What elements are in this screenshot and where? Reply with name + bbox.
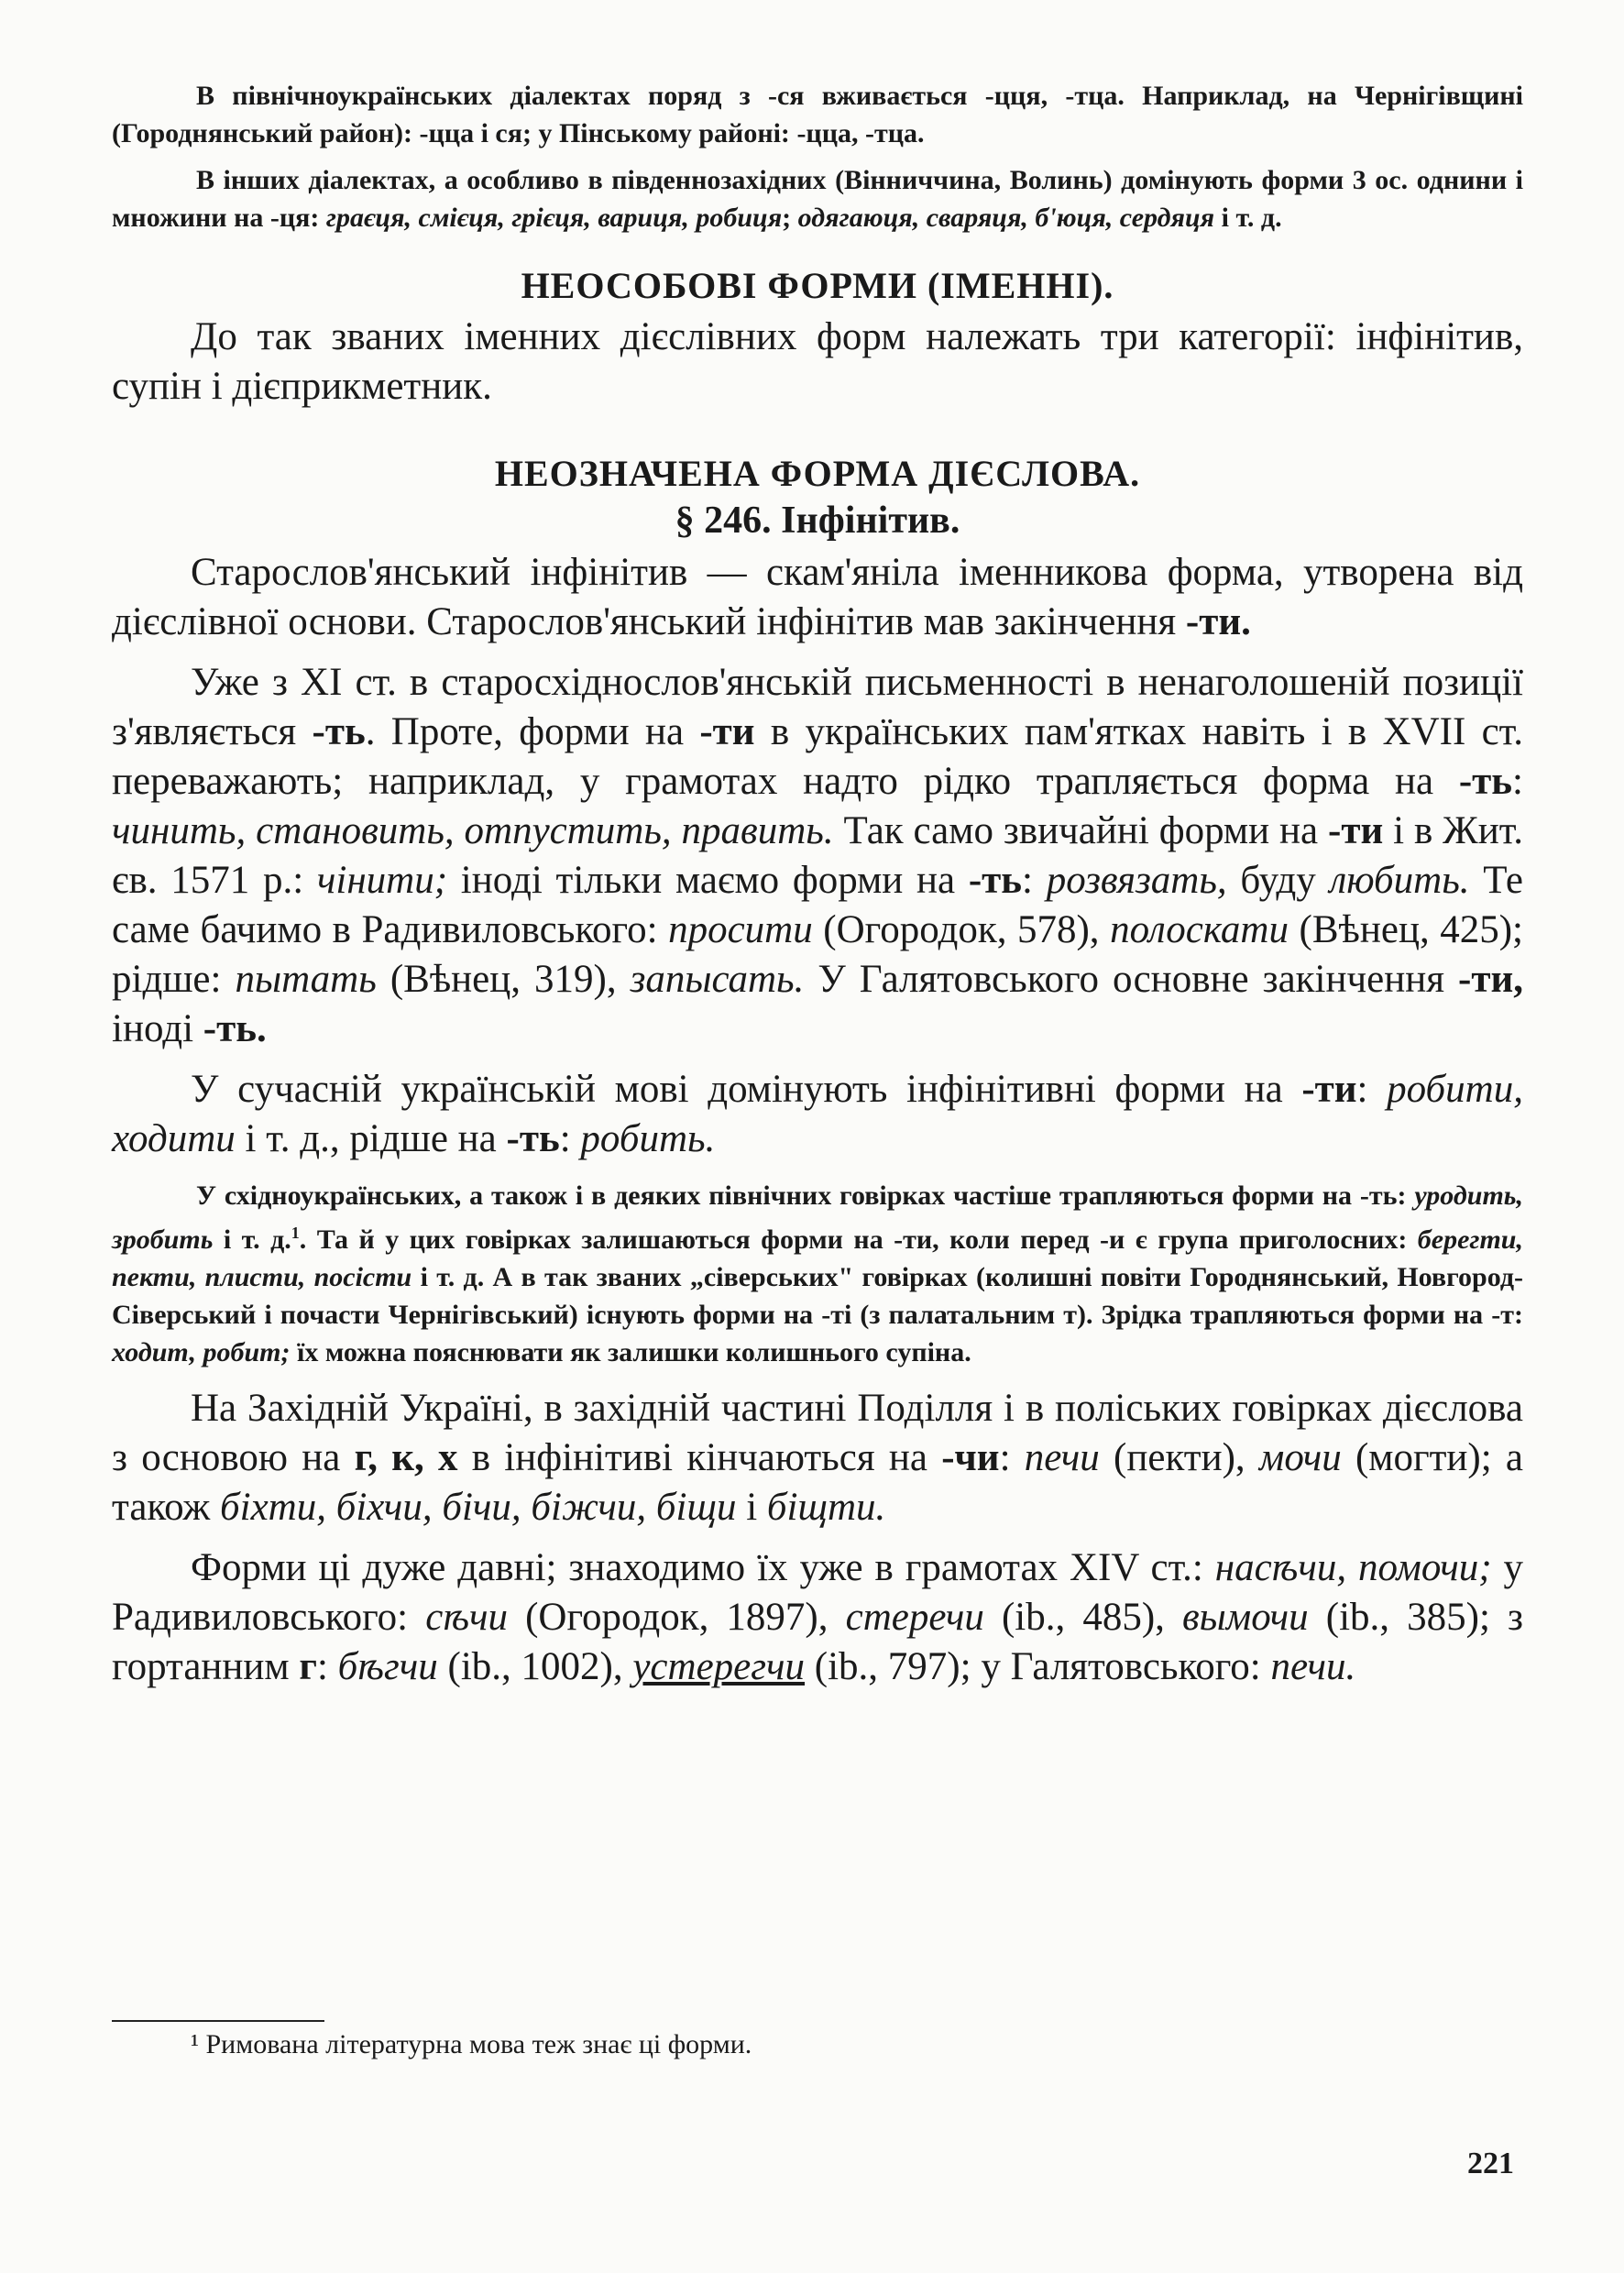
text-run: полоскати [1110,908,1289,951]
paragraph-eastern-dialects [112,1177,1523,1371]
text-run: -ть [1359,1180,1398,1211]
text-run: устерегчи [632,1645,806,1688]
text-run: одягаюця, сваряця, б'юця, сердяця [797,203,1215,233]
text-run: сѣчи [425,1596,509,1639]
text-run: і [474,118,496,148]
text-run: і т. д., рідше на [235,1117,507,1160]
text-run: біщти. [766,1486,886,1529]
text-run: вымочи [1182,1596,1309,1639]
text-run: . Проте, форми на [365,710,700,753]
text-run: -ть [1458,760,1513,803]
text-run: -ті [821,1300,852,1330]
text-run: -ть [312,710,366,753]
text-run: -ся [767,81,805,111]
text-run: любить. [1329,859,1470,902]
footnote-rule [112,2020,324,2022]
text-run: Форми ці дуже давні; знаходимо їх уже в грамотах XIV ст.: [191,1546,1215,1589]
paragraph-ancient-forms [112,1543,1523,1692]
text-run: : [316,1645,338,1688]
text-run: : [1514,1300,1523,1330]
paragraph-dialects-southwest [112,161,1523,236]
text-run: іноді тільки маємо форми на [447,859,969,902]
text-run: їх можна пояснювати як залишки колишнього супіна. [290,1337,971,1367]
text-run: уродить, зробить [112,1180,1523,1255]
text-run: : [310,203,326,233]
text-run: Уже з XI ст. в старосхіднослов'янській письменності в ненаголошеній позиції з'являється [112,661,1523,753]
text-run: робить. [580,1117,716,1160]
text-run: Так само звичайні форми на [833,809,1329,852]
text-run: -цця, -тца. [984,81,1125,111]
text-run: печи [1024,1436,1100,1479]
text-run: ходит, робит; [112,1337,291,1367]
paragraph-eleventh-century [112,658,1523,1054]
text-run: : [559,1117,581,1160]
text-run: г [299,1645,317,1688]
text-run: 1 [291,1224,300,1242]
text-run: -ти [1328,809,1384,852]
text-run: -чи [941,1436,1000,1479]
text-run: насѣчи, помочи; [1214,1546,1492,1589]
paragraph-nominal-forms-intro [112,313,1523,412]
text-run: (ib., 1002), [437,1645,633,1688]
text-run: -ти [1301,1068,1357,1111]
text-run: -ця [269,203,311,233]
paragraph-modern-ukrainian [112,1065,1523,1164]
text-run: (могти); а також [112,1436,1524,1529]
text-run: (з палатальним [851,1300,1064,1330]
text-run: -ти. [1185,600,1251,643]
text-run: ся [495,118,522,148]
text-run: -т [1491,1300,1514,1330]
text-run: -ть. [203,1007,267,1050]
text-run: (ib., 797); у Галятовського: [805,1645,1271,1688]
text-run: В інших діалектах, а особливо в південнозахідних (Вінниччина, Волинь) домінують форми 3 ос. однини і множини на [112,165,1523,233]
text-run: ; [782,203,798,233]
section-heading-infinitive-form: НЕОЗНАЧЕНА ФОРМА ДІЄСЛОВА. [494,453,1141,494]
text-run: -ть [968,859,1023,902]
text-run: розвязать, [1046,859,1227,902]
text-run: біхти, біхчи, бічи, біжчи, біщи [220,1486,737,1529]
text-run: У східноукраїнських, а також і в деяких північних говірках частіше трапляються форми на [196,1180,1360,1211]
text-run: чинить, становить, отпустить, править. [112,809,834,852]
text-run: іноді [112,1007,203,1050]
text-run: г, к, х [354,1436,458,1479]
text-run: (Вѣнец, 319), [376,958,631,1001]
text-run: : [999,1436,1025,1479]
footnote-area [112,2027,1523,2062]
text-run: До так званих іменних дієслівних форм належать три категорії: інфінітив, супін і дієприкметник. [112,315,1523,408]
text-run: (Огородок, 578), [812,908,1111,951]
text-run: У Галятовського основне закінчення [804,958,1459,1001]
paragraph-old-slavonic-infinitive [112,548,1523,647]
text-run: В північноукраїнських діалектах поряд з [196,81,768,111]
text-run: На Західній Україні, в західній частині Поділля і в поліських говірках дієслова з основою на [112,1387,1523,1479]
text-run: в інфінітиві кінчаються на [457,1436,942,1479]
text-run: в українських пам'ятках навіть і в XVII ст. переважають; наприклад, у грамотах надто рідко трапляється форма на [112,710,1523,803]
text-run: і т. д. [1214,203,1282,233]
footnote-1: ¹ Римована літературна мова теж знає ці форми. [191,2029,752,2059]
text-run: у Радивиловського: [112,1546,1523,1639]
text-run: пытать [235,958,377,1001]
text-run: вживається [804,81,985,111]
text-run: : [1397,1180,1415,1211]
text-run: буду [1226,859,1330,902]
text-run: -ть [506,1117,560,1160]
text-run: -цца, -тца. [796,118,925,148]
text-run: : [1512,760,1523,803]
paragraph-heading-246: § 246. Інфінітив. [675,500,960,542]
text-run: є група приголосних: [1125,1224,1418,1255]
text-run: запысать. [630,958,805,1001]
section-heading-nominal-forms: НЕОСОБОВІ ФОРМИ (ІМЕННІ). [521,265,1114,306]
paragraph-dialects-north [112,77,1523,152]
text-run: робити, ходити [112,1068,1523,1160]
text-run: ). Зрідка трапляються форми на [1077,1300,1492,1330]
text-run: -ти [894,1224,933,1255]
text-run: У сучасній українській мові домінують інфінітивні форми на [191,1068,1302,1111]
page-number: 221 [1467,2147,1514,2180]
text-run: і т. д. А в так званих „сіверських" говірках (колишні повіти Городнянський, Новгород-Сіверський і почасти Чернігівський) існують форми на [112,1262,1523,1330]
text-run: ; у Пінському районі: [521,118,797,148]
text-run: бѣгчи [337,1645,438,1688]
text-run: (Огородок, 1897), [508,1596,846,1639]
text-run: (пекти), [1099,1436,1259,1479]
text-run: : [1022,859,1047,902]
paragraph-western-ukraine [112,1384,1523,1532]
text-run: -цца [419,118,475,148]
text-run: граєця, смієця, грієця, вариця, робиця [325,203,783,233]
text-run: мочи [1258,1436,1342,1479]
text-run: печи. [1270,1645,1356,1688]
text-run: Наприклад, на Чернігівщині (Городнянський район): [112,81,1524,148]
text-run: (ib., 385); з гортанним [112,1596,1523,1688]
text-run: і в Жит. єв. 1571 р.: [112,809,1524,902]
text-run: -ти, [1458,958,1524,1001]
text-run: -ти [699,710,755,753]
text-run: (Вѣнец, 425); рідше: [112,908,1523,1001]
text-run: Старослов'янський інфінітив — скам'яніла іменникова форма, утворена від дієслівної основи. Старослов'янський інфінітив мав закінчення [112,551,1523,643]
text-run: (ib., 485), [983,1596,1183,1639]
text-run: берегти, пекти, плисти, посісти [112,1224,1523,1292]
text-run: Те саме бачимо в Радивиловського: [112,859,1523,951]
text-run: стеречи [845,1596,984,1639]
text-run: . Та й у цих говірках залишаються форми на [299,1224,894,1255]
text-run: -и [1100,1224,1125,1255]
text-run: чінити; [316,859,448,902]
text-run: і [736,1486,767,1529]
text-run: т [1063,1300,1078,1330]
text-run: , коли перед [932,1224,1101,1255]
text-run: просити [668,908,813,951]
text-column [112,77,1523,1692]
text-run: : [1356,1068,1388,1111]
text-run: і т. д. [213,1224,291,1255]
